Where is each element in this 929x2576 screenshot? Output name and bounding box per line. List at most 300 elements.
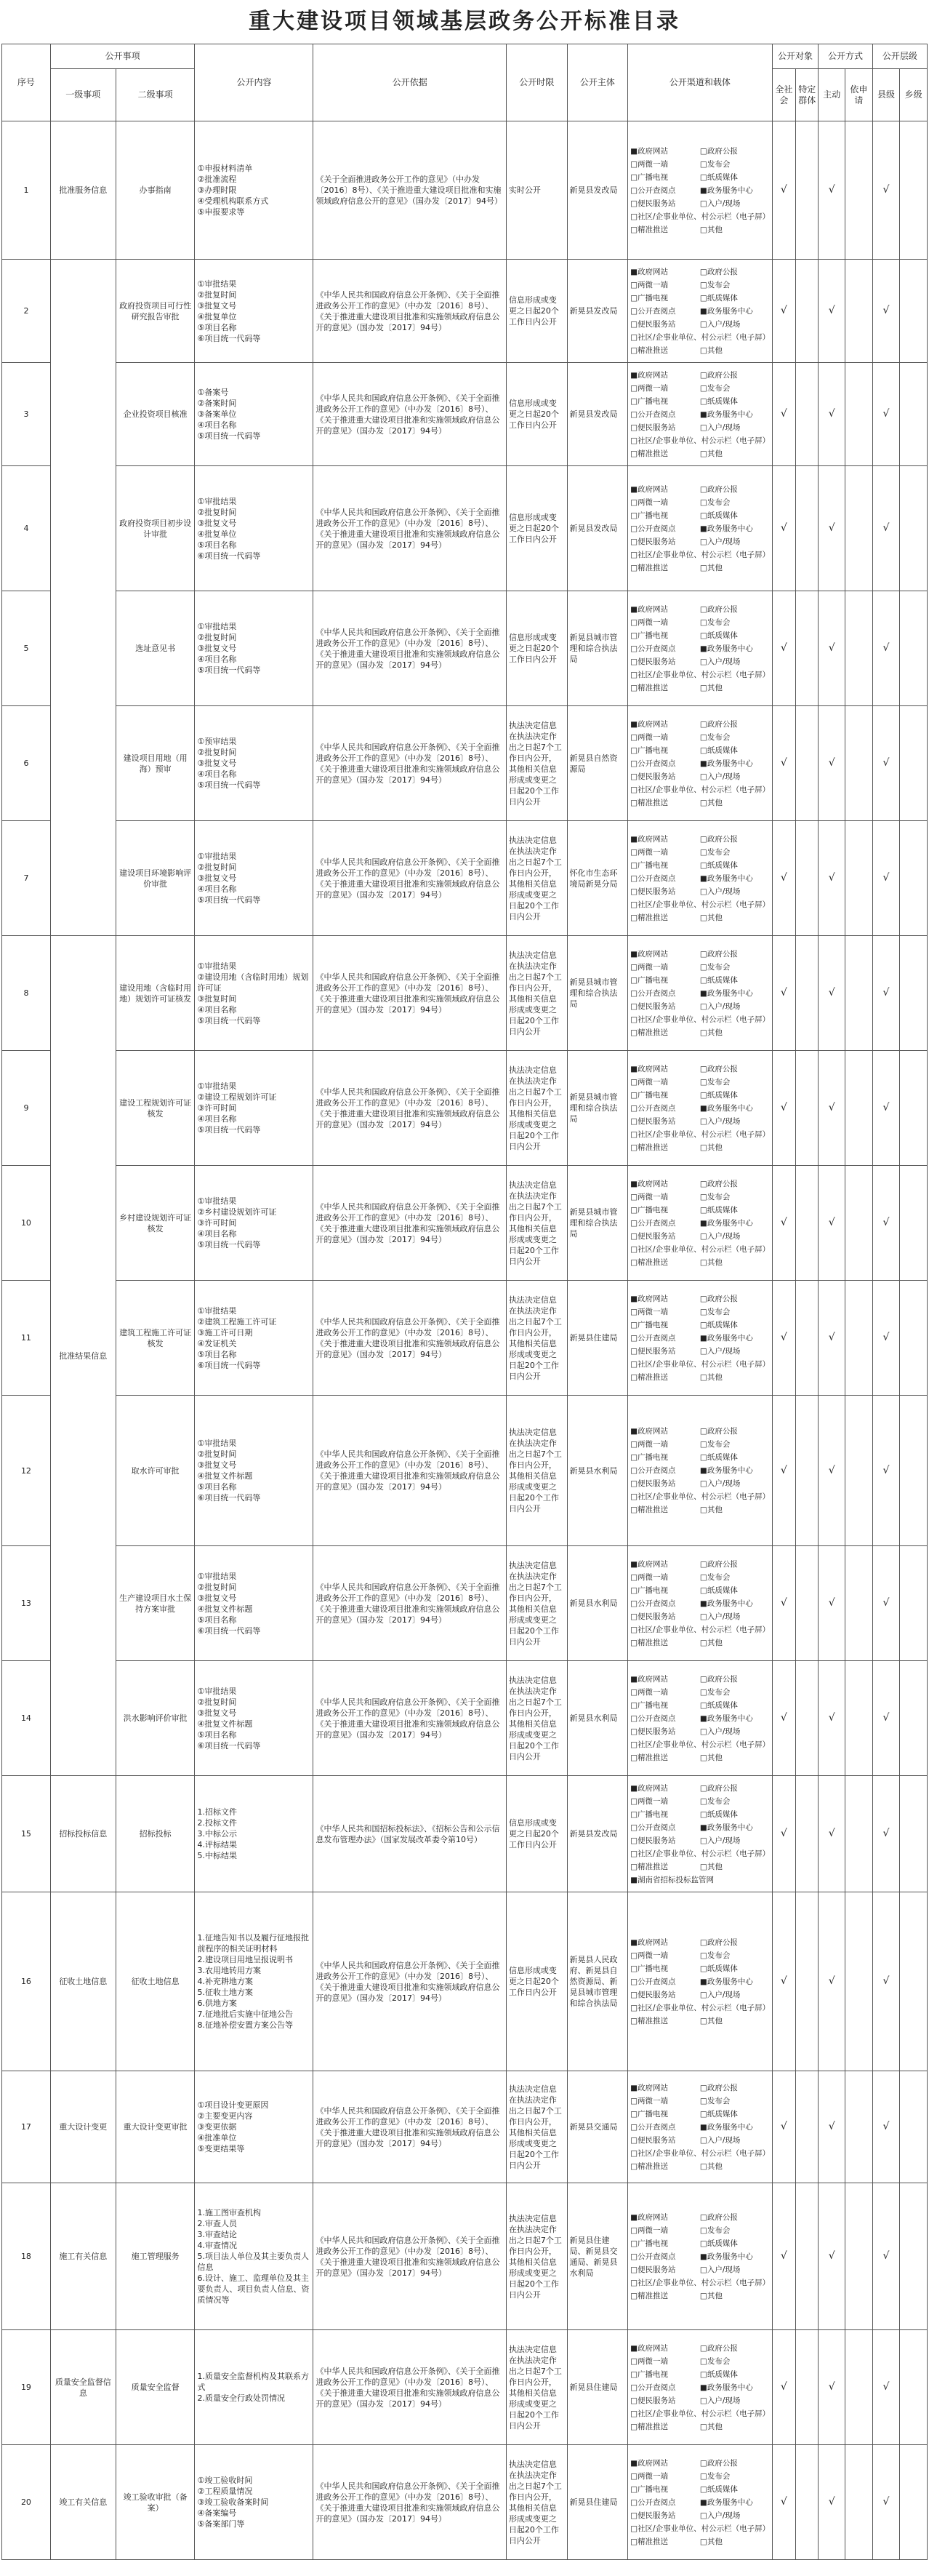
empty-mark-cell: [796, 1166, 819, 1281]
channel-option: □精准推送: [630, 2291, 669, 2300]
basis-cell: 《中华人民共和国政府信息公开条例》、《关于全面推进政务公开工作的意见》（中办发〔2016〕8号）、《关于推进重大建设项目批准和实施领域政府信息公开的意见》（国办发〔2017〕94号）: [313, 1396, 506, 1546]
row-number: 9: [2, 1051, 51, 1166]
channel-option: □两微一端: [630, 1077, 669, 1087]
channel-option: □纸质媒体: [699, 1205, 738, 1215]
content-cell: ①审批结果 ②批复时间 ③批复文号 ④批复文件标题 ⑤项目名称 ⑥项目统一代码等: [195, 1546, 313, 1661]
subject-cell: 新晃县发改局: [567, 466, 628, 591]
time-cell: 执法决定信息在执法决定作出之日起7个工作日内公开，其他相关信息形成或变更之日起20个工作日内公开: [506, 1396, 567, 1546]
check-mark: √: [772, 1281, 795, 1396]
check-mark: √: [819, 1661, 845, 1776]
channel-option: □社区/企事业单位、村公示栏（电子屏）: [630, 1849, 771, 1858]
content-cell: 1.质量安全监督机构及其联系方式 2.质量安全行政处罚情况: [195, 2330, 313, 2445]
empty-mark-cell: [796, 1661, 819, 1776]
channel-cell: [628, 1546, 773, 1661]
channel-option: □广播电视: [630, 1320, 669, 1329]
channel-option: □公开查阅点: [630, 306, 676, 316]
channel-option: □广播电视: [630, 631, 669, 640]
header-basis: 公开依据: [313, 44, 506, 121]
channel-option: □两微一端: [630, 383, 669, 393]
channel-option: ■政务服务中心: [699, 2122, 753, 2132]
channel-option: □发布会: [699, 617, 731, 627]
check-mark: √: [872, 2183, 900, 2330]
channel-option: ■政务服务中心: [699, 409, 753, 419]
channel-option: ■政府网站: [630, 1294, 669, 1303]
channel-option: □发布会: [699, 2225, 731, 2235]
channel-option: □政府公报: [699, 2212, 738, 2222]
channel-option: □入户/现场: [699, 1116, 741, 1126]
empty-mark-cell: [900, 121, 928, 260]
level2-item: 施工管理服务: [116, 2183, 195, 2330]
empty-mark-cell: [900, 1281, 928, 1396]
level1-item: 施工有关信息: [50, 2183, 116, 2330]
channel-option: □两微一端: [630, 2096, 669, 2105]
empty-mark-cell: [845, 1661, 873, 1776]
content-cell: ①竣工验收时间 ②工程质量情况 ③竣工验收备案时间 ④备案编号 ⑤备案部门等: [195, 2445, 313, 2560]
check-mark: √: [819, 260, 845, 363]
channel-option: □其他: [699, 1753, 723, 1762]
channel-option: □精准推送: [630, 1638, 669, 1647]
channel-option: □公开查阅点: [630, 185, 676, 195]
channel-option: □政府公报: [699, 2343, 738, 2353]
channel-option: □便民服务站: [630, 1231, 676, 1241]
channel-option: □广播电视: [630, 1205, 669, 1215]
channel-option: □发布会: [699, 732, 731, 742]
row-number: 12: [2, 1396, 51, 1546]
check-mark: √: [872, 466, 900, 591]
channel-option: □政府公报: [699, 1559, 738, 1569]
check-mark: √: [819, 1166, 845, 1281]
channel-option: □公开查阅点: [630, 409, 676, 419]
table-row: [2, 260, 928, 363]
row-number: 6: [2, 706, 51, 821]
channel-option: □便民服务站: [630, 1346, 676, 1356]
channel-option: □纸质媒体: [699, 293, 738, 303]
channel-option: □社区/企事业单位、村公示栏（电子屏）: [630, 2148, 771, 2158]
channel-option: □广播电视: [630, 745, 669, 755]
channel-cell: [628, 466, 773, 591]
content-cell: ①审批结果 ②建筑工程施工许可证 ③施工许可日期 ④发证机关 ⑤项目名称 ⑥项目统一代码等: [195, 1281, 313, 1396]
time-cell: 信息形成或变更之日起20个工作日内公开: [506, 1776, 567, 1892]
channel-option: □入户/现场: [699, 887, 741, 896]
table-row: [2, 466, 928, 591]
channel-option: □政府公报: [699, 1674, 738, 1684]
empty-mark-cell: [900, 821, 928, 936]
row-number: 13: [2, 1546, 51, 1661]
channel-option: ■政务服务中心: [699, 759, 753, 768]
level1-item: 竣工有关信息: [50, 2445, 116, 2560]
check-mark: √: [872, 591, 900, 706]
channel-option: □便民服务站: [630, 2396, 676, 2405]
channel-cell: [628, 2330, 773, 2445]
level2-item: 办事指南: [116, 121, 195, 260]
basis-cell: 《中华人民共和国政府信息公开条例》、《关于全面推进政务公开工作的意见》（中办发〔2016〕8号）、《关于推进重大建设项目批准和实施领域政府信息公开的意见》（国办发〔2017〕94号）: [313, 936, 506, 1051]
channel-option: □入户/现场: [699, 1836, 741, 1845]
channel-option: □纸质媒体: [699, 975, 738, 985]
level1-item: 批准结果信息: [50, 936, 116, 1776]
channel-option: □精准推送: [630, 1257, 669, 1267]
channel-option: □广播电视: [630, 293, 669, 303]
level2-item: 招标投标: [116, 1776, 195, 1892]
channel-option: □广播电视: [630, 1700, 669, 1710]
channel-option: □公开查阅点: [630, 2383, 676, 2392]
channel-option: □便民服务站: [630, 2511, 676, 2520]
channel-option: □其他: [699, 1028, 723, 1037]
channel-option: ■政府网站: [630, 1427, 669, 1436]
channel-option: □政府公报: [699, 1294, 738, 1303]
empty-mark-cell: [845, 2445, 873, 2560]
row-number: 5: [2, 591, 51, 706]
check-mark: √: [819, 1051, 845, 1166]
level2-item: 洪水影响评价审批: [116, 1661, 195, 1776]
channel-option: □发布会: [699, 497, 731, 507]
channel-option: ■政府网站: [630, 1783, 669, 1793]
header-level: 公开层级: [872, 44, 927, 69]
channel-option: ■政务服务中心: [699, 524, 753, 533]
channel-option: ■政府网站: [630, 2083, 669, 2092]
channel-option: □其他: [699, 1862, 723, 1871]
table-row: [2, 1166, 928, 1281]
channel-option: □精准推送: [630, 798, 669, 807]
header-level2: 二级事项: [116, 69, 195, 121]
header-method-active: 主动: [819, 69, 845, 121]
table-row: [2, 591, 928, 706]
level2-item: 建设工程规划许可证核发: [116, 1051, 195, 1166]
channel-option: ■政府网站: [630, 2458, 669, 2468]
subject-cell: 新晃县交通局: [567, 2071, 628, 2183]
channel-option: □社区/企事业单位、村公示栏（电子屏）: [630, 785, 771, 794]
channel-option: ■政务服务中心: [699, 1333, 753, 1343]
channel-option: □广播电视: [630, 396, 669, 406]
empty-mark-cell: [796, 121, 819, 260]
content-cell: 1.征地告知书以及履行征地报批前程序的相关证明材料 2.建设项目用地呈报说明书 3.农用地转用方案 4.补充耕地方案 5.征收土地方案 6.供地方案 7.征地批后实施中征地公告 8.征地补偿安置方案公告等: [195, 1892, 313, 2071]
channel-option: □便民服务站: [630, 1479, 676, 1488]
check-mark: √: [872, 1396, 900, 1546]
empty-mark-cell: [845, 1051, 873, 1166]
empty-mark-cell: [845, 1396, 873, 1546]
channel-option: □发布会: [699, 962, 731, 972]
channel-cell: [628, 591, 773, 706]
channel-option: ■政务服务中心: [699, 1977, 753, 1986]
channel-option: □便民服务站: [630, 1727, 676, 1736]
check-mark: √: [772, 706, 795, 821]
channel-option: □入户/现场: [699, 2265, 741, 2274]
channel-option: □政府公报: [699, 484, 738, 494]
basis-cell: 《中华人民共和国政府信息公开条例》、《关于全面推进政务公开工作的意见》（中办发〔2016〕8号）、《关于推进重大建设项目批准和实施领域政府信息公开的意见》（国办发〔2017〕94号）: [313, 1166, 506, 1281]
channel-option: □两微一端: [630, 1796, 669, 1806]
channel-option: ■政府网站: [630, 1064, 669, 1073]
channel-option: □纸质媒体: [699, 396, 738, 406]
table-row: [2, 1892, 928, 2071]
channel-option: □入户/现场: [699, 657, 741, 666]
empty-mark-cell: [796, 260, 819, 363]
channel-option: □公开查阅点: [630, 644, 676, 653]
channel-option: □便民服务站: [630, 772, 676, 781]
subject-cell: 新晃县住建局: [567, 2445, 628, 2560]
channel-cell: [628, 121, 773, 260]
channel-option: □入户/现场: [699, 2396, 741, 2405]
channel-option: □广播电视: [630, 1585, 669, 1595]
channel-option: □政府公报: [699, 604, 738, 614]
channel-option: □公开查阅点: [630, 1599, 676, 1608]
check-mark: √: [872, 821, 900, 936]
time-cell: 执法决定信息在执法决定作出之日起7个工作日内公开，其他相关信息形成或变更之日起20个工作日内公开: [506, 2071, 567, 2183]
subject-cell: 新晃县水利局: [567, 1396, 628, 1546]
channel-option: □发布会: [699, 847, 731, 857]
level1-item: 招标投标信息: [50, 1776, 116, 1892]
level2-item: 征收土地信息: [116, 1892, 195, 2071]
check-mark: √: [872, 1661, 900, 1776]
row-number: 8: [2, 936, 51, 1051]
channel-option: ■政府网站: [630, 1179, 669, 1188]
channel-option: □精准推送: [630, 2016, 669, 2025]
channel-option: □两微一端: [630, 2471, 669, 2481]
channel-option: ■政务服务中心: [699, 1713, 753, 1723]
channel-option: □其他: [699, 2291, 723, 2300]
channel-option: □精准推送: [630, 1028, 669, 1037]
header-target-all: 全社会: [772, 69, 795, 121]
subject-cell: 新晃县水利局: [567, 1661, 628, 1776]
table-row: [2, 2183, 928, 2330]
time-cell: 执法决定信息在执法决定作出之日起7个工作日内公开，其他相关信息形成或变更之日起20个工作日内公开: [506, 1051, 567, 1166]
channel-option: ■政府网站: [630, 267, 669, 276]
channel-option: □社区/企事业单位、村公示栏（电子屏）: [630, 670, 771, 679]
empty-mark-cell: [900, 2183, 928, 2330]
basis-cell: 《中华人民共和国政府信息公开条例》、《关于全面推进政务公开工作的意见》（中办发〔2016〕8号）、《关于推进重大建设项目批准和实施领域政府信息公开的意见》（国办发〔2017〕94号）: [313, 821, 506, 936]
channel-option: □社区/企事业单位、村公示栏（电子屏）: [630, 2003, 771, 2012]
empty-mark-cell: [845, 591, 873, 706]
channel-option: □政府公报: [699, 834, 738, 844]
empty-mark-cell: [845, 2183, 873, 2330]
channel-option: □两微一端: [630, 1192, 669, 1201]
check-mark: √: [819, 591, 845, 706]
check-mark: √: [872, 2445, 900, 2560]
channel-cell: [628, 1396, 773, 1546]
channel-cell: [628, 706, 773, 821]
channel-option: □两微一端: [630, 2356, 669, 2366]
channel-option: □政府公报: [699, 267, 738, 276]
channel-option: ■政府网站: [630, 370, 669, 380]
level2-item: 生产建设项目水土保持方案审批: [116, 1546, 195, 1661]
row-number: 20: [2, 2445, 51, 2560]
basis-cell: 《中华人民共和国政府信息公开条例》、《关于全面推进政务公开工作的意见》（中办发〔2016〕8号）、《关于推进重大建设项目批准和实施领域政府信息公开的意见》（国办发〔2017〕94号）: [313, 1281, 506, 1396]
empty-mark-cell: [796, 2445, 819, 2560]
check-mark: √: [819, 1892, 845, 2071]
basis-cell: 《中华人民共和国政府信息公开条例》、《关于全面推进政务公开工作的意见》（中办发〔2016〕8号）、《关于推进重大建设项目批准和实施领域政府信息公开的意见》（国办发〔2017〕94号）: [313, 591, 506, 706]
channel-option: □两微一端: [630, 2225, 669, 2235]
content-cell: ①申报材料清单 ②批准流程 ③办理时限 ④受理机构联系方式 ⑤申报要求等: [195, 121, 313, 260]
channel-option: □社区/企事业单位、村公示栏（电子屏）: [630, 1129, 771, 1139]
row-number: 10: [2, 1166, 51, 1281]
subject-cell: 新晃县发改局: [567, 121, 628, 260]
empty-mark-cell: [900, 2445, 928, 2560]
time-cell: 信息形成或变更之日起20个工作日内公开: [506, 466, 567, 591]
channel-option: □纸质媒体: [699, 745, 738, 755]
channel-option: □入户/现场: [699, 199, 741, 208]
channel-option: □政府公报: [699, 1427, 738, 1436]
channel-option: □其他: [699, 345, 723, 355]
channel-option: ■政府网站: [630, 1674, 669, 1684]
channel-option: □便民服务站: [630, 1116, 676, 1126]
channel-option: □其他: [699, 1143, 723, 1152]
empty-mark-cell: [845, 1892, 873, 2071]
channel-option: ■政务服务中心: [699, 1466, 753, 1475]
level2-item: 竣工验收审批（备案）: [116, 2445, 195, 2560]
empty-mark-cell: [845, 1281, 873, 1396]
basis-cell: 《中华人民共和国政府信息公开条例》、《关于全面推进政务公开工作的意见》（中办发〔2016〕8号）、《关于推进重大建设项目批准和实施领域政府信息公开的意见》（国办发〔2017〕94号）: [313, 260, 506, 363]
channel-option: ■政务服务中心: [699, 1218, 753, 1228]
channel-option: □其他: [699, 563, 723, 572]
channel-cell: [628, 821, 773, 936]
empty-mark-cell: [796, 1281, 819, 1396]
check-mark: √: [772, 1546, 795, 1661]
channel-option: □政府公报: [699, 2083, 738, 2092]
channel-option: □其他: [699, 1372, 723, 1382]
channel-option: □公开查阅点: [630, 2497, 676, 2507]
channel-option: □发布会: [699, 1077, 731, 1087]
time-cell: 信息形成或变更之日起20个工作日内公开: [506, 1892, 567, 2071]
channel-option: □其他: [699, 1505, 723, 1514]
channel-option: □广播电视: [630, 2369, 669, 2379]
table-row: [2, 1776, 928, 1892]
channel-option: □两微一端: [630, 617, 669, 627]
header-method: 公开方式: [819, 44, 872, 69]
channel-option: □便民服务站: [630, 423, 676, 432]
channel-option: □精准推送: [630, 563, 669, 572]
row-number: 11: [2, 1281, 51, 1396]
header-method-apply: 依申请: [845, 69, 873, 121]
subject-cell: 新晃县城市管理和综合执法局: [567, 936, 628, 1051]
time-cell: 实时公开: [506, 121, 567, 260]
empty-mark-cell: [796, 1051, 819, 1166]
header-level-town: 乡级: [900, 69, 928, 121]
channel-option: □发布会: [699, 1796, 731, 1806]
channel-option: □社区/企事业单位、村公示栏（电子屏）: [630, 2409, 771, 2418]
channel-option: ■政府网站: [630, 949, 669, 959]
subject-cell: 新晃县发改局: [567, 363, 628, 466]
channel-option: □其他: [699, 2016, 723, 2025]
level2-item: 政府投资项目可行性研究报告审批: [116, 260, 195, 363]
check-mark: √: [772, 260, 795, 363]
level2-item: 建筑工程施工许可证核发: [116, 1281, 195, 1396]
table-row: [2, 1396, 928, 1546]
empty-mark-cell: [845, 260, 873, 363]
channel-option: □入户/现场: [699, 1990, 741, 1999]
channel-option: □发布会: [699, 383, 731, 393]
empty-mark-cell: [796, 936, 819, 1051]
empty-mark-cell: [845, 1166, 873, 1281]
channel-option: □公开查阅点: [630, 1333, 676, 1343]
empty-mark-cell: [900, 1166, 928, 1281]
check-mark: √: [819, 2183, 845, 2330]
content-cell: ①审批结果 ②批复时间 ③批复文号 ④项目名称 ⑤项目统一代码等: [195, 821, 313, 936]
empty-mark-cell: [900, 1776, 928, 1892]
header-target-specific: 特定群体: [796, 69, 819, 121]
empty-mark-cell: [845, 1776, 873, 1892]
empty-mark-cell: [796, 1396, 819, 1546]
time-cell: 执法决定信息在执法决定作出之日起7个工作日内公开，其他相关信息形成或变更之日起20个工作日内公开: [506, 936, 567, 1051]
empty-mark-cell: [900, 1892, 928, 2071]
channel-option: □纸质媒体: [699, 172, 738, 182]
channel-option: □精准推送: [630, 2537, 669, 2546]
content-cell: ①审批结果 ②批复时间 ③批复文号 ④批复单位 ⑤项目名称 ⑥项目统一代码等: [195, 260, 313, 363]
channel-option: ■政府网站: [630, 1937, 669, 1947]
channel-option: □政府公报: [699, 719, 738, 729]
table-row: [2, 363, 928, 466]
channel-option: □精准推送: [630, 2422, 669, 2431]
channel-option: □入户/现场: [699, 1231, 741, 1241]
channel-option: □其他: [699, 449, 723, 458]
channel-option: □发布会: [699, 1951, 731, 1960]
check-mark: √: [772, 2071, 795, 2183]
channel-option: □社区/企事业单位、村公示栏（电子屏）: [630, 1359, 771, 1369]
channel-option: □纸质媒体: [699, 1585, 738, 1595]
empty-mark-cell: [796, 2183, 819, 2330]
content-cell: ①审批结果 ②建设工程规划许可证 ③许可时间 ④项目名称 ⑤项目统一代码等: [195, 1051, 313, 1166]
row-number: 15: [2, 1776, 51, 1892]
content-cell: ①备案号 ②备案时间 ③备案单位 ④项目名称 ⑤项目统一代码等: [195, 363, 313, 466]
subject-cell: 新晃县住建局: [567, 2330, 628, 2445]
channel-option: □入户/现场: [699, 772, 741, 781]
channel-cell: [628, 2183, 773, 2330]
basis-cell: 《中华人民共和国政府信息公开条例》、《关于全面推进政务公开工作的意见》（中办发〔2016〕8号）、《关于推进重大建设项目批准和实施领域政府信息公开的意见》（国办发〔2017〕94号）: [313, 1051, 506, 1166]
channel-option: ■政务服务中心: [699, 2252, 753, 2261]
channel-option: □广播电视: [630, 975, 669, 985]
channel-cell: [628, 1661, 773, 1776]
channel-cell: [628, 260, 773, 363]
header-channel: 公开渠道和载体: [628, 44, 773, 121]
channel-option: □两微一端: [630, 280, 669, 289]
channel-option: □其他: [699, 1257, 723, 1267]
header-item: 公开事项: [50, 44, 195, 69]
empty-mark-cell: [845, 936, 873, 1051]
empty-mark-cell: [900, 2330, 928, 2445]
channel-option: □社区/企事业单位、村公示栏（电子屏）: [630, 436, 771, 445]
channel-option: □精准推送: [630, 2161, 669, 2171]
channel-option: □精准推送: [630, 1862, 669, 1871]
channel-option: □纸质媒体: [699, 1700, 738, 1710]
empty-mark-cell: [796, 591, 819, 706]
check-mark: √: [819, 2445, 845, 2560]
channel-option: □纸质媒体: [699, 860, 738, 870]
subject-cell: 新晃县城市管理和综合执法局: [567, 1166, 628, 1281]
channel-cell: [628, 1776, 773, 1892]
check-mark: √: [872, 936, 900, 1051]
channel-option: □公开查阅点: [630, 1103, 676, 1113]
empty-mark-cell: [900, 2071, 928, 2183]
channel-option: □两微一端: [630, 1951, 669, 1960]
channel-option: □其他: [699, 683, 723, 692]
check-mark: √: [772, 591, 795, 706]
channel-option: □广播电视: [630, 2484, 669, 2494]
channel-option: □入户/现场: [699, 537, 741, 546]
channel-cell: [628, 1892, 773, 2071]
check-mark: √: [872, 1892, 900, 2071]
channel-option: □广播电视: [630, 1964, 669, 1973]
channel-option: □纸质媒体: [699, 2109, 738, 2119]
channel-option: □社区/企事业单位、村公示栏（电子屏）: [630, 1625, 771, 1634]
channel-option: □政府公报: [699, 2458, 738, 2468]
channel-option: □发布会: [699, 2471, 731, 2481]
channel-option: □公开查阅点: [630, 1823, 676, 1832]
check-mark: √: [772, 1051, 795, 1166]
level2-item: 企业投资项目核准: [116, 363, 195, 466]
channel-option: ■政务服务中心: [699, 988, 753, 998]
channel-option: □入户/现场: [699, 423, 741, 432]
empty-mark-cell: [845, 363, 873, 466]
empty-mark-cell: [900, 706, 928, 821]
row-number: 14: [2, 1661, 51, 1776]
channel-option: ■政府网站: [630, 484, 669, 494]
